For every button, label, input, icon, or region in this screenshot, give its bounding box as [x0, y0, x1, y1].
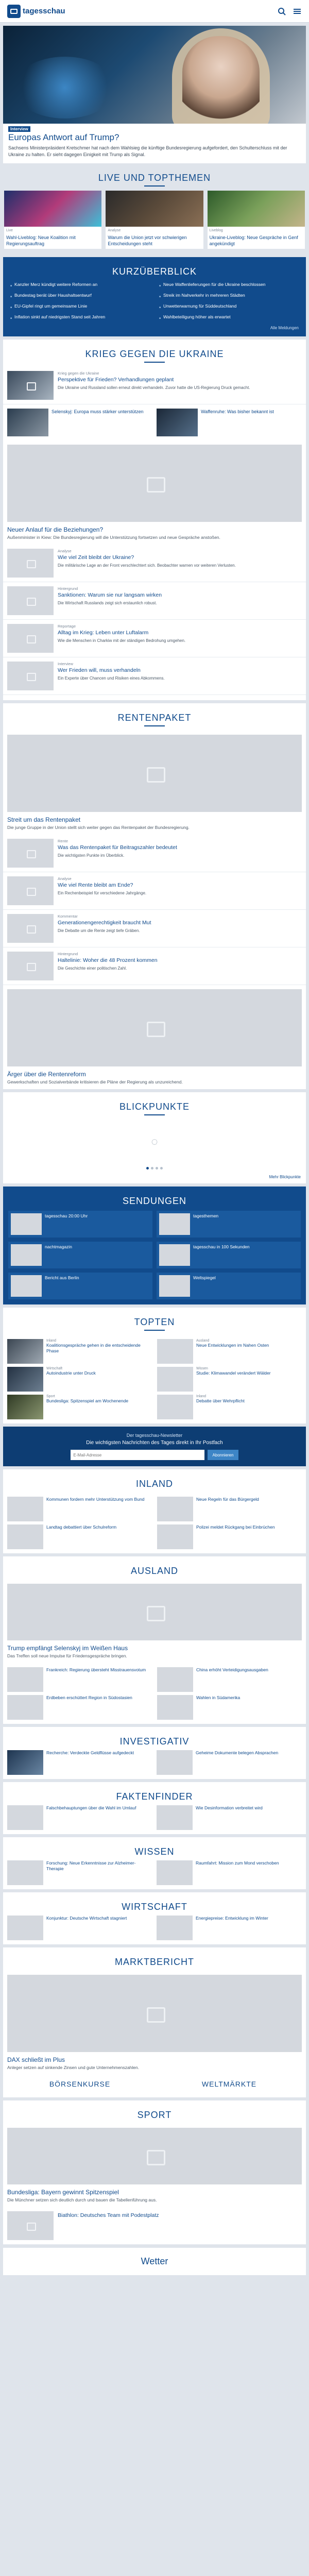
pair-teaser[interactable]	[7, 409, 152, 436]
article-row[interactable]	[3, 545, 306, 582]
kurz-item[interactable]: ■ EU-Gipfel ringt um gemeinsame Linie	[10, 303, 150, 311]
section-title-marktbericht: MARKTBERICHT	[114, 1957, 194, 1967]
inland-image	[157, 1497, 193, 1521]
faktenfinder-item[interactable]	[157, 1805, 302, 1830]
row-kicker: Kommentar	[58, 914, 78, 919]
blickpunkte-more-link[interactable]: Mehr Blickpunkte	[269, 1175, 301, 1179]
row-title[interactable]: Wer Frieden will, muss verhandeln	[58, 667, 141, 673]
sendung-image	[159, 1213, 190, 1235]
ausland-item[interactable]	[7, 1695, 152, 1720]
teaser-title[interactable]: Wahl-Liveblog: Neue Koalition mit Regierungsauftrag	[6, 235, 76, 246]
row-desc: Die Debatte um die Rente zeigt tiefe Gräben.	[58, 928, 140, 933]
section-title-faktenfinder: FAKTENFINDER	[116, 1791, 193, 1802]
hero-teaser[interactable]	[3, 26, 306, 163]
inland-title[interactable]: Polizei meldet Rückgang bei Einbrüchen	[196, 1524, 275, 1530]
section-title-investigativ: INVESTIGATIV	[119, 1736, 190, 1747]
section-title-wetter: Wetter	[141, 2256, 168, 2266]
row-desc: Wie die Menschen in Charkiw mit der ständigen Bedrohung umgehen.	[58, 638, 186, 643]
topten-section	[3, 1308, 306, 1423]
topten-title[interactable]: Debatte über Wehrpflicht	[196, 1398, 245, 1403]
article-row[interactable]	[3, 872, 306, 910]
rente-big-title[interactable]: Ärger über die Rentenreform	[7, 1071, 86, 1078]
teaser-kicker: Analyse	[108, 229, 121, 232]
wissen-title[interactable]: Forschung: Neue Erkenntnisse zur Alzheimer-Therapie	[46, 1860, 136, 1871]
kurz-item[interactable]: ■ Unwetterwarnung für Süddeutschland	[159, 303, 299, 311]
topten-kicker: Ausland	[196, 1339, 210, 1343]
row-desc: Die wichtigsten Punkte im Überblick.	[58, 853, 125, 858]
row-desc: Die militärische Lage an der Front verschlechtert sich. Beobachter warnen vor weiteren Verlusten.	[58, 563, 236, 568]
pair-image	[7, 409, 48, 436]
article-row[interactable]	[3, 657, 306, 695]
row-title[interactable]: Wie viel Zeit bleibt der Ukraine?	[58, 554, 134, 561]
investigativ-image	[157, 1750, 193, 1775]
sendung-title[interactable]: tagesthemen	[193, 1213, 219, 1218]
logo-mark-icon	[7, 5, 21, 18]
section-title-ukraine: KRIEG GEGEN DIE UKRAINE	[3, 340, 306, 367]
wissen-image	[157, 1860, 193, 1885]
top-teaser[interactable]	[106, 191, 203, 249]
kurz-item[interactable]: ■ Streik im Nahverkehr in mehreren Städten	[159, 292, 299, 300]
row-kicker: Rente	[58, 839, 68, 843]
topten-title[interactable]: Autoindustrie unter Druck	[46, 1370, 96, 1376]
inland-section	[3, 1469, 306, 1553]
ausland-image	[157, 1667, 193, 1692]
sendung-title[interactable]: nachtmagazin	[45, 1244, 72, 1249]
row-title[interactable]: Sanktionen: Warum sie nur langsam wirken	[58, 592, 162, 598]
wirtschaft-section	[3, 1892, 306, 1944]
faktenfinder-image	[157, 1805, 193, 1830]
row-thumb	[7, 952, 54, 980]
topten-kicker: Inland	[46, 1339, 57, 1343]
investigativ-section	[3, 1727, 306, 1779]
sport-section	[3, 2100, 306, 2245]
wirtschaft-title[interactable]: Konjunktur: Deutsche Wirtschaft stagniert	[46, 1916, 127, 1921]
sendung-item[interactable]	[157, 1211, 301, 1238]
section-title-wirtschaft: WIRTSCHAFT	[122, 1902, 187, 1912]
sendung-image	[11, 1244, 42, 1266]
row-thumb	[7, 876, 54, 905]
top-teaser[interactable]	[208, 191, 305, 249]
wissen-image	[7, 1860, 43, 1885]
section-title-topten: TOPTEN	[3, 1308, 306, 1335]
row-kicker: Krieg gegen die Ukraine	[58, 371, 99, 376]
ausland-image	[7, 1667, 43, 1692]
topten-item[interactable]	[157, 1339, 302, 1364]
section-title-wissen: WISSEN	[134, 1846, 175, 1857]
site-logo[interactable]	[7, 5, 65, 18]
newsletter-subscribe-button[interactable]: Abonnieren	[208, 1450, 239, 1460]
wirtschaft-image	[157, 1916, 193, 1940]
ausland-lead-title[interactable]: Trump empfängt Selenskyj im Weißen Haus	[7, 1645, 128, 1652]
faktenfinder-image	[7, 1805, 43, 1830]
topten-kicker: Wirtschaft	[46, 1367, 63, 1370]
rente-lead-image	[7, 735, 302, 812]
top-teasers	[0, 191, 309, 254]
ukraine-big-desc: Außenminister in Kiew: Die Bundesregierung will die Unterstützung fortsetzen und neue Gespräche anstoßen.	[7, 535, 220, 540]
pair-title[interactable]: Selenskyj: Europa muss stärker unterstützen	[52, 409, 144, 414]
sendung-image	[159, 1244, 190, 1266]
teaser-image	[4, 191, 101, 227]
ausland-item[interactable]	[7, 1667, 152, 1692]
inland-item[interactable]	[7, 1497, 152, 1521]
topten-image	[7, 1367, 43, 1392]
row-kicker: Hintergrund	[58, 586, 78, 591]
investigativ-item[interactable]	[7, 1750, 152, 1775]
inland-title[interactable]: Landtag debattiert über Schulreform	[46, 1524, 117, 1530]
inland-image	[157, 1524, 193, 1549]
kurz-item[interactable]: ■ Wahlbeteiligung höher als erwartet	[159, 314, 299, 321]
inland-title[interactable]: Kommunen fordern mehr Unterstützung vom Bund	[46, 1497, 145, 1502]
ausland-item[interactable]	[157, 1667, 302, 1692]
topten-image	[157, 1339, 193, 1364]
topten-kicker: Wissen	[196, 1367, 208, 1370]
row-kicker: Analyse	[58, 549, 72, 553]
ausland-title[interactable]: Erdbeben erschüttert Region in Südostasien	[46, 1695, 132, 1700]
row-kicker: Reportage	[58, 624, 76, 629]
wirtschaft-item[interactable]	[157, 1916, 302, 1940]
kurz-item[interactable]: ■ Kanzler Merz kündigt weitere Reformen an	[10, 281, 150, 289]
rente-big-image	[7, 989, 302, 1066]
sendung-title[interactable]: tagesschau 20:00 Uhr	[45, 1213, 88, 1218]
sendung-title[interactable]: Bericht aus Berlin	[45, 1275, 79, 1280]
topten-item[interactable]	[7, 1395, 152, 1419]
row-title[interactable]: Wie viel Rente bleibt am Ende?	[58, 882, 133, 888]
article-row[interactable]	[3, 582, 306, 620]
wissen-item[interactable]	[157, 1860, 302, 1885]
ausland-image	[157, 1695, 193, 1720]
topten-image	[7, 1339, 43, 1364]
sendung-item[interactable]	[8, 1273, 152, 1299]
sport-lead-image	[7, 2128, 302, 2184]
pair-teaser[interactable]	[157, 409, 302, 436]
kurz-item[interactable]: ■ Bundestag berät über Haushaltsentwurf	[10, 292, 150, 300]
row-thumb	[7, 549, 54, 578]
topten-title[interactable]: Neue Entwicklungen im Nahen Osten	[196, 1343, 269, 1348]
ukraine-pair	[3, 404, 306, 440]
ausland-title[interactable]: China erhöht Verteidigungsausgaben	[196, 1667, 268, 1672]
sendung-title[interactable]: Weltspiegel	[193, 1275, 216, 1280]
rente-big-desc: Gewerkschaften und Sozialverbände kritisieren die Pläne der Regierung als unzureichend.	[7, 1079, 183, 1084]
section-title-sendungen: SENDUNGEN	[122, 1196, 186, 1206]
top-bar	[0, 0, 309, 23]
blickpunkte-section	[3, 1092, 306, 1183]
sendung-image	[11, 1213, 42, 1235]
ausland-title[interactable]: Wahlen in Südamerika	[196, 1695, 241, 1700]
faktenfinder-title[interactable]: Wie Desinformation verbreitet wird	[196, 1805, 263, 1810]
kurzueberblick-box	[3, 257, 306, 336]
investigativ-title[interactable]: Recherche: Verdeckte Geldflüsse aufgedeckt	[46, 1750, 134, 1755]
row-title[interactable]: Generationengerechtigkeit braucht Mut	[58, 920, 151, 926]
wirtschaft-image	[7, 1916, 43, 1940]
ukraine-lead-image	[7, 371, 54, 400]
ukraine-section	[3, 340, 306, 700]
ausland-lead-image	[7, 1584, 302, 1640]
inland-title[interactable]: Neue Regeln für das Bürgergeld	[196, 1497, 259, 1502]
markt-lead-desc: Anleger setzen auf sinkende Zinsen und gute Unternehmenszahlen.	[7, 2065, 140, 2070]
inland-item[interactable]	[7, 1524, 152, 1549]
row-desc: Die Wirtschaft Russlands zeigt sich erstaunlich robust.	[58, 601, 157, 605]
faktenfinder-item[interactable]	[7, 1805, 152, 1830]
sendung-item[interactable]	[8, 1242, 152, 1268]
kurz-item[interactable]: ■ Neue Waffenlieferungen für die Ukraine beschlossen	[159, 281, 299, 289]
sendung-image	[159, 1275, 190, 1297]
teaser-image	[106, 191, 203, 227]
section-title-live-top: LIVE UND TOPTHEMEN	[0, 163, 309, 191]
sport-lead-desc: Die Münchner setzen sich deutlich durch und bauen die Tabellenführung aus.	[7, 2197, 157, 2202]
section-title-blickpunkte: BLICKPUNKTE	[3, 1092, 306, 1120]
section-title-inland: INLAND	[135, 1479, 173, 1489]
markt-lead-title[interactable]: DAX schließt im Plus	[7, 2056, 65, 2063]
search-icon[interactable]	[277, 7, 286, 16]
sendung-title[interactable]: tagesschau in 100 Sekunden	[193, 1244, 250, 1249]
row-title[interactable]: Perspektive für Frieden? Verhandlungen geplant	[58, 377, 174, 383]
topten-kicker: Sport	[46, 1395, 55, 1398]
ukraine-lead[interactable]	[3, 367, 306, 404]
sendung-image	[11, 1275, 42, 1297]
row-thumb	[7, 839, 54, 868]
topten-image	[7, 1395, 43, 1419]
topten-title[interactable]: Bundesliga: Spitzenspiel am Wochenende	[46, 1398, 129, 1403]
row-title[interactable]: Alltag im Krieg: Leben unter Luftalarm	[58, 630, 149, 636]
rente-lead-title[interactable]: Streit um das Rentenpaket	[7, 816, 81, 823]
inland-item[interactable]	[157, 1524, 302, 1549]
row-title[interactable]: Was das Rentenpaket für Beitragszahler bedeutet	[58, 844, 177, 851]
ausland-image	[7, 1695, 43, 1720]
kurz-item[interactable]: ■ Inflation sinkt auf niedrigsten Stand seit Jahren	[10, 314, 150, 321]
wetter-section	[3, 2248, 306, 2275]
ausland-item[interactable]	[157, 1695, 302, 1720]
topten-item[interactable]	[157, 1395, 302, 1419]
row-thumb	[7, 662, 54, 690]
ausland-title[interactable]: Frankreich: Regierung übersteht Misstrauensvotum	[46, 1667, 146, 1672]
ausland-section	[3, 1556, 306, 1724]
investigativ-item[interactable]	[157, 1750, 302, 1775]
teaser-image	[208, 191, 305, 227]
rente-section	[3, 703, 306, 1089]
weltmaerkte-link[interactable]: WELTMÄRKTE	[201, 2080, 257, 2088]
newsletter-title: Der tagesschau-Newsletter	[126, 1433, 183, 1438]
logo-text: tagesschau	[23, 7, 65, 15]
row-kicker: Interview	[58, 662, 74, 666]
sendung-item[interactable]	[8, 1211, 152, 1238]
loading-spinner-icon: ◌	[151, 1135, 158, 1148]
row-desc: Ein Experte über Chancen und Risiken eines Abkommens.	[58, 676, 165, 681]
hero-title[interactable]: Europas Antwort auf Trump?	[8, 132, 119, 142]
row-thumb	[7, 624, 54, 653]
row-title[interactable]: Haltelinie: Woher die 48 Prozent kommen	[58, 957, 158, 963]
wissen-item[interactable]	[7, 1860, 152, 1885]
sport-lead-title[interactable]: Bundesliga: Bayern gewinnt Spitzenspiel	[7, 2189, 119, 2196]
hero-image	[3, 26, 306, 124]
row-thumb	[7, 586, 54, 615]
row-desc: Ein Rechenbeispiel für verschiedene Jahrgänge.	[58, 891, 147, 895]
teaser-kicker: Live	[6, 229, 13, 232]
article-row[interactable]	[3, 620, 306, 657]
row-title[interactable]: Biathlon: Deutsches Team mit Podestplatz	[58, 2212, 159, 2218]
topten-kicker: Inland	[196, 1395, 207, 1398]
row-kicker: Hintergrund	[58, 952, 78, 956]
section-title-kurzueberblick: KURZÜBERBLICK	[112, 266, 197, 277]
newsletter-subtitle: Die wichtigsten Nachrichten des Tages direkt in Ihr Postfach	[86, 1440, 223, 1446]
topten-image	[157, 1395, 193, 1419]
investigativ-image	[7, 1750, 43, 1775]
wirtschaft-title[interactable]: Energiepreise: Entwicklung im Winter	[196, 1916, 268, 1921]
section-title-ausland: AUSLAND	[130, 1566, 179, 1576]
topten-image	[157, 1367, 193, 1392]
ukraine-big-image	[7, 445, 302, 522]
sendungen-section	[3, 1187, 306, 1304]
hero-text: Sachsens Ministerpräsident Kretschmer hat nach dem Wahlsieg die künftige Bundesregierung aufgefordert, den Schulterschluss mit der Ukraine zu halten. Er sieht dagegen Einigkeit mit Trump als Signal.	[8, 145, 287, 157]
teaser-title[interactable]: Warum die Union jetzt vor schwierigen Entscheidungen steht	[108, 235, 187, 246]
teaser-title[interactable]: Ukraine-Liveblog: Neue Gespräche in Genf angekündigt	[209, 235, 298, 246]
investigativ-title[interactable]: Geheime Dokumente belegen Absprachen	[196, 1750, 279, 1755]
article-row[interactable]	[3, 947, 306, 985]
section-title-sport: SPORT	[137, 2110, 172, 2120]
boersenkurse-link[interactable]: BÖRSENKURSE	[49, 2080, 111, 2088]
topten-title[interactable]: Koalitionsgespräche gehen in die entscheidende Phase	[46, 1343, 141, 1353]
article-row[interactable]	[3, 835, 306, 872]
inland-image	[7, 1524, 43, 1549]
inland-image	[7, 1497, 43, 1521]
faktenfinder-title[interactable]: Falschbehauptungen über die Wahl im Umlauf	[46, 1805, 136, 1810]
row-kicker: Analyse	[58, 876, 72, 881]
menu-icon[interactable]	[293, 7, 302, 16]
ukraine-big-title[interactable]: Neuer Anlauf für die Beziehungen?	[7, 526, 104, 533]
newsletter-email-input[interactable]	[71, 1450, 204, 1460]
row-thumb	[7, 2211, 54, 2240]
newsletter-box	[3, 1427, 306, 1466]
hero-meta: Interview	[3, 124, 306, 131]
row-desc: Die Geschichte einer politischen Zahl.	[58, 966, 127, 971]
marktbericht-section	[3, 1947, 306, 2097]
wirtschaft-item[interactable]	[7, 1916, 152, 1940]
wissen-section	[3, 1837, 306, 1889]
topten-item[interactable]	[157, 1367, 302, 1392]
section-title-rentenpaket: RENTENPAKET	[3, 703, 306, 731]
kurz-more-link[interactable]: Alle Meldungen	[270, 326, 299, 330]
wissen-title[interactable]: Raumfahrt: Mission zum Mond verschoben	[196, 1860, 279, 1866]
sendung-item[interactable]	[157, 1242, 301, 1268]
article-row[interactable]	[3, 2207, 306, 2245]
top-teaser[interactable]	[4, 191, 101, 249]
sendung-item[interactable]	[157, 1273, 301, 1299]
pair-title[interactable]: Waffenruhe: Was bisher bekannt ist	[201, 409, 274, 414]
row-thumb	[7, 914, 54, 943]
carousel-pager[interactable]	[3, 1164, 306, 1173]
topten-title[interactable]: Studie: Klimawandel verändert Wälder	[196, 1370, 271, 1376]
topten-item[interactable]	[7, 1339, 152, 1364]
teaser-kicker: Liveblog	[209, 229, 223, 232]
row-desc: Die Ukraine und Russland sollen erneut direkt verhandeln. Zuvor hatte die US-Regierung Druck gemacht.	[58, 385, 250, 390]
inland-item[interactable]	[157, 1497, 302, 1521]
ausland-lead-desc: Das Treffen soll neue Impulse für Friedensgespräche bringen.	[7, 1653, 127, 1658]
topten-item[interactable]	[7, 1367, 152, 1392]
pair-image	[157, 409, 198, 436]
markt-lead-image	[7, 1975, 302, 2052]
faktenfinder-section	[3, 1782, 306, 1834]
article-row[interactable]	[3, 910, 306, 947]
rente-lead-desc: Die junge Gruppe in der Union stellt sich weiter gegen das Rentenpaket der Bundesregierung.	[7, 825, 190, 830]
